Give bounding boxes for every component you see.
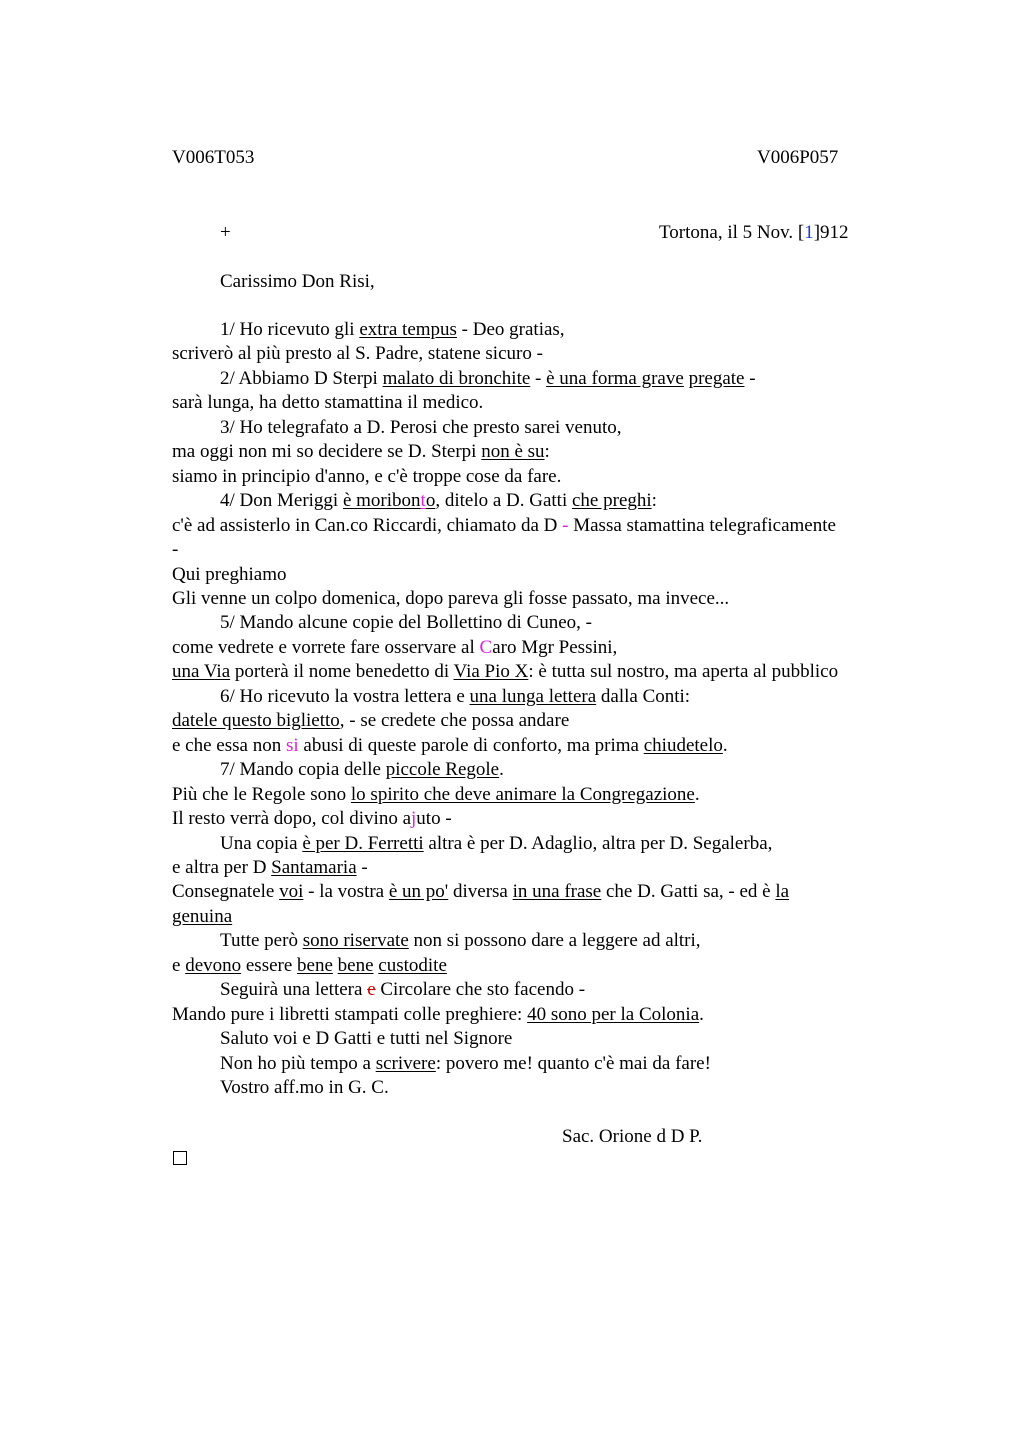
- text-run: come vedrete e vorrete fare osservare al: [172, 636, 480, 658]
- line-12: [172, 587, 912, 611]
- text-run: essere: [241, 954, 298, 976]
- text-run: Circolare che sto facendo -: [375, 979, 586, 1001]
- text-run: 6/ Ho ricevuto la vostra lettera e: [220, 685, 470, 707]
- text-run: ma oggi non mi so decidere se D. Sterpi: [172, 441, 482, 463]
- text-run: 4/ Don Meriggi: [220, 490, 343, 512]
- text-run: pregate: [688, 367, 745, 389]
- text-run: : povero me! quanto c'è mai da fare!: [435, 1052, 711, 1074]
- text-run: bene: [337, 954, 374, 976]
- text-run: Via Pio X: [453, 661, 529, 683]
- text-run: Saluto voi e D Gatti e tutti nel Signore: [220, 1028, 513, 1050]
- text-run: scriverò al più presto al S. Padre, statene sicuro -: [172, 343, 543, 365]
- text-run: j: [411, 808, 417, 830]
- text-run: abusi di queste parole di conforto, ma prima: [298, 734, 644, 756]
- dateline-suffix: ]912: [813, 222, 849, 243]
- text-run: -: [172, 539, 179, 561]
- line-18: [172, 734, 912, 758]
- text-run: Mando pure i libretti stampati colle preghiere:: [172, 1003, 528, 1025]
- text-run: Consegnatele: [172, 881, 280, 903]
- line-15: [172, 660, 912, 684]
- text-run: datele questo biglietto: [172, 710, 340, 732]
- line-28: [172, 978, 912, 1002]
- text-run: siamo in principio d'anno, e c'è troppe cose da fare.: [172, 465, 562, 487]
- text-run: 5/ Mando alcune copie del Bollettino di Cuneo, -: [220, 612, 593, 634]
- line-7: [172, 465, 912, 489]
- text-run: extra tempus: [359, 319, 457, 340]
- line-17: [172, 709, 912, 733]
- text-run: :: [651, 490, 657, 512]
- text-run: piccole Regole: [385, 759, 500, 781]
- text-run: Gli venne un colpo domenica, dopo pareva gli fosse passato, ma invece...: [172, 587, 730, 609]
- text-run: 3/ Ho telegrafato a D. Perosi che presto sarei venuto,: [220, 416, 622, 438]
- line-11: [172, 563, 912, 587]
- text-run: la: [775, 881, 790, 903]
- line-1: [172, 318, 912, 342]
- text-run: e: [172, 954, 186, 976]
- salutation: Carissimo Don Risi,: [220, 271, 375, 292]
- text-run: Non ho più tempo a: [220, 1052, 376, 1074]
- text-run: una lunga lettera: [469, 685, 597, 707]
- text-run: in una frase: [512, 881, 602, 903]
- text-run: - Deo gratias,: [456, 319, 565, 340]
- text-run: Qui preghiamo: [172, 563, 287, 585]
- line-13: [172, 611, 912, 635]
- text-run: c'è ad assisterlo in Can.co Riccardi, chiamato da D: [172, 514, 563, 536]
- text-run: 40 sono per la Colonia: [527, 1003, 700, 1025]
- text-run: t: [420, 490, 426, 512]
- text-run: bene: [297, 954, 333, 976]
- text-run: 1/ Ho ricevuto gli: [220, 319, 360, 340]
- text-run: -: [744, 367, 756, 389]
- text-run: è moribon: [342, 490, 421, 512]
- line-24: [172, 880, 912, 904]
- line-22: [172, 832, 912, 856]
- text-run: diversa: [448, 881, 513, 903]
- line-3: [172, 367, 912, 391]
- document-code-left: V006T053: [172, 147, 255, 168]
- text-run: Tutte però: [220, 930, 303, 952]
- text-run: C: [479, 636, 493, 658]
- line-25: [172, 905, 912, 929]
- text-run: altra è per D. Adaglio, altra per D. Segalerba,: [423, 832, 773, 854]
- text-run: si: [285, 734, 299, 756]
- text-run: custodite: [378, 954, 447, 976]
- line-31: [172, 1052, 912, 1076]
- text-run: che D. Gatti sa, - ed è: [601, 881, 776, 903]
- text-run: , - se credete che possa andare: [339, 710, 570, 732]
- text-run: o: [425, 490, 436, 512]
- line-5: [172, 416, 912, 440]
- text-run: chiudetelo: [643, 734, 723, 756]
- text-run: sarà lunga, ha detto stamattina il medico.: [172, 392, 484, 414]
- line-19: [172, 758, 912, 782]
- text-run: è un po': [388, 881, 449, 903]
- text-run: .: [499, 759, 504, 781]
- text-run: -: [530, 367, 547, 389]
- text-run: 7/ Mando copia delle: [220, 759, 386, 781]
- line-20: [172, 783, 912, 807]
- text-run: malato di bronchite: [382, 367, 531, 389]
- line-16: [172, 685, 912, 709]
- end-box-icon: [173, 1151, 187, 1165]
- line-6: [172, 440, 912, 464]
- text-run: una Via: [172, 661, 231, 683]
- text-run: sono riservate: [302, 930, 409, 952]
- text-run: :: [544, 441, 550, 463]
- text-run: non è su: [481, 441, 545, 463]
- line-26: [172, 929, 912, 953]
- text-run: scrivere: [375, 1052, 436, 1074]
- text-run: .: [699, 1003, 704, 1025]
- line-23: [172, 856, 912, 880]
- text-run: .: [722, 734, 728, 756]
- text-run: : è tutta sul nostro, ma aperta al pubblico: [528, 661, 839, 683]
- line-8: [172, 489, 912, 513]
- text-run: voi: [279, 881, 304, 903]
- document-code-right: V006P057: [757, 147, 839, 168]
- text-run: Massa stamattina telegraficamente: [568, 514, 836, 536]
- text-run: è per D. Ferretti: [302, 832, 424, 854]
- text-run: Seguirà una lettera: [220, 979, 368, 1001]
- line-2: [172, 342, 912, 366]
- dateline: [659, 221, 849, 245]
- text-run: lo spirito che deve animare la Congregazione: [350, 783, 695, 805]
- text-run: Una copia: [220, 832, 303, 854]
- text-run: porterà il nome benedetto di: [230, 661, 454, 683]
- text-run: dalla Conti:: [596, 685, 691, 707]
- cross-mark: +: [220, 222, 231, 243]
- text-run: Santamaria: [271, 856, 357, 878]
- text-run: Vostro aff.mo in G. C.: [220, 1077, 389, 1099]
- text-run: .: [694, 783, 700, 805]
- line-9: [172, 514, 912, 538]
- text-run: e che essa non: [172, 734, 286, 756]
- text-run: e altra per D: [172, 856, 272, 878]
- text-run: devono: [185, 954, 242, 976]
- line-29: [172, 1003, 912, 1027]
- dateline-bracket-digit: 1: [804, 222, 814, 243]
- text-run: non si possono dare a leggere ad altri,: [408, 930, 701, 952]
- dateline-prefix: Tortona, il 5 Nov. [: [659, 222, 805, 243]
- text-run: Il resto verrà dopo, col divino a: [172, 808, 412, 830]
- line-32: [172, 1076, 912, 1100]
- text-run: -: [356, 856, 368, 878]
- line-27: [172, 954, 912, 978]
- signature: Sac. Orione d D P.: [562, 1126, 703, 1147]
- line-10: [172, 538, 912, 562]
- text-run: , ditelo a D. Gatti: [435, 490, 572, 512]
- line-14: [172, 636, 912, 660]
- line-21: [172, 807, 912, 831]
- text-run: è una forma grave: [546, 367, 684, 389]
- text-run: genuina: [172, 905, 233, 927]
- line-30: [172, 1027, 912, 1051]
- text-run: -: [562, 514, 569, 536]
- text-run: 2/ Abbiamo D Sterpi: [220, 367, 383, 389]
- line-4: [172, 391, 912, 415]
- text-run: che preghi: [572, 490, 652, 512]
- text-run: e: [367, 979, 376, 1001]
- text-run: - la vostra: [303, 881, 389, 903]
- letter-body: [172, 318, 912, 1101]
- text-run: Più che le Regole sono: [172, 783, 351, 805]
- text-run: uto -: [416, 808, 452, 830]
- text-run: aro Mgr Pessini,: [492, 636, 618, 658]
